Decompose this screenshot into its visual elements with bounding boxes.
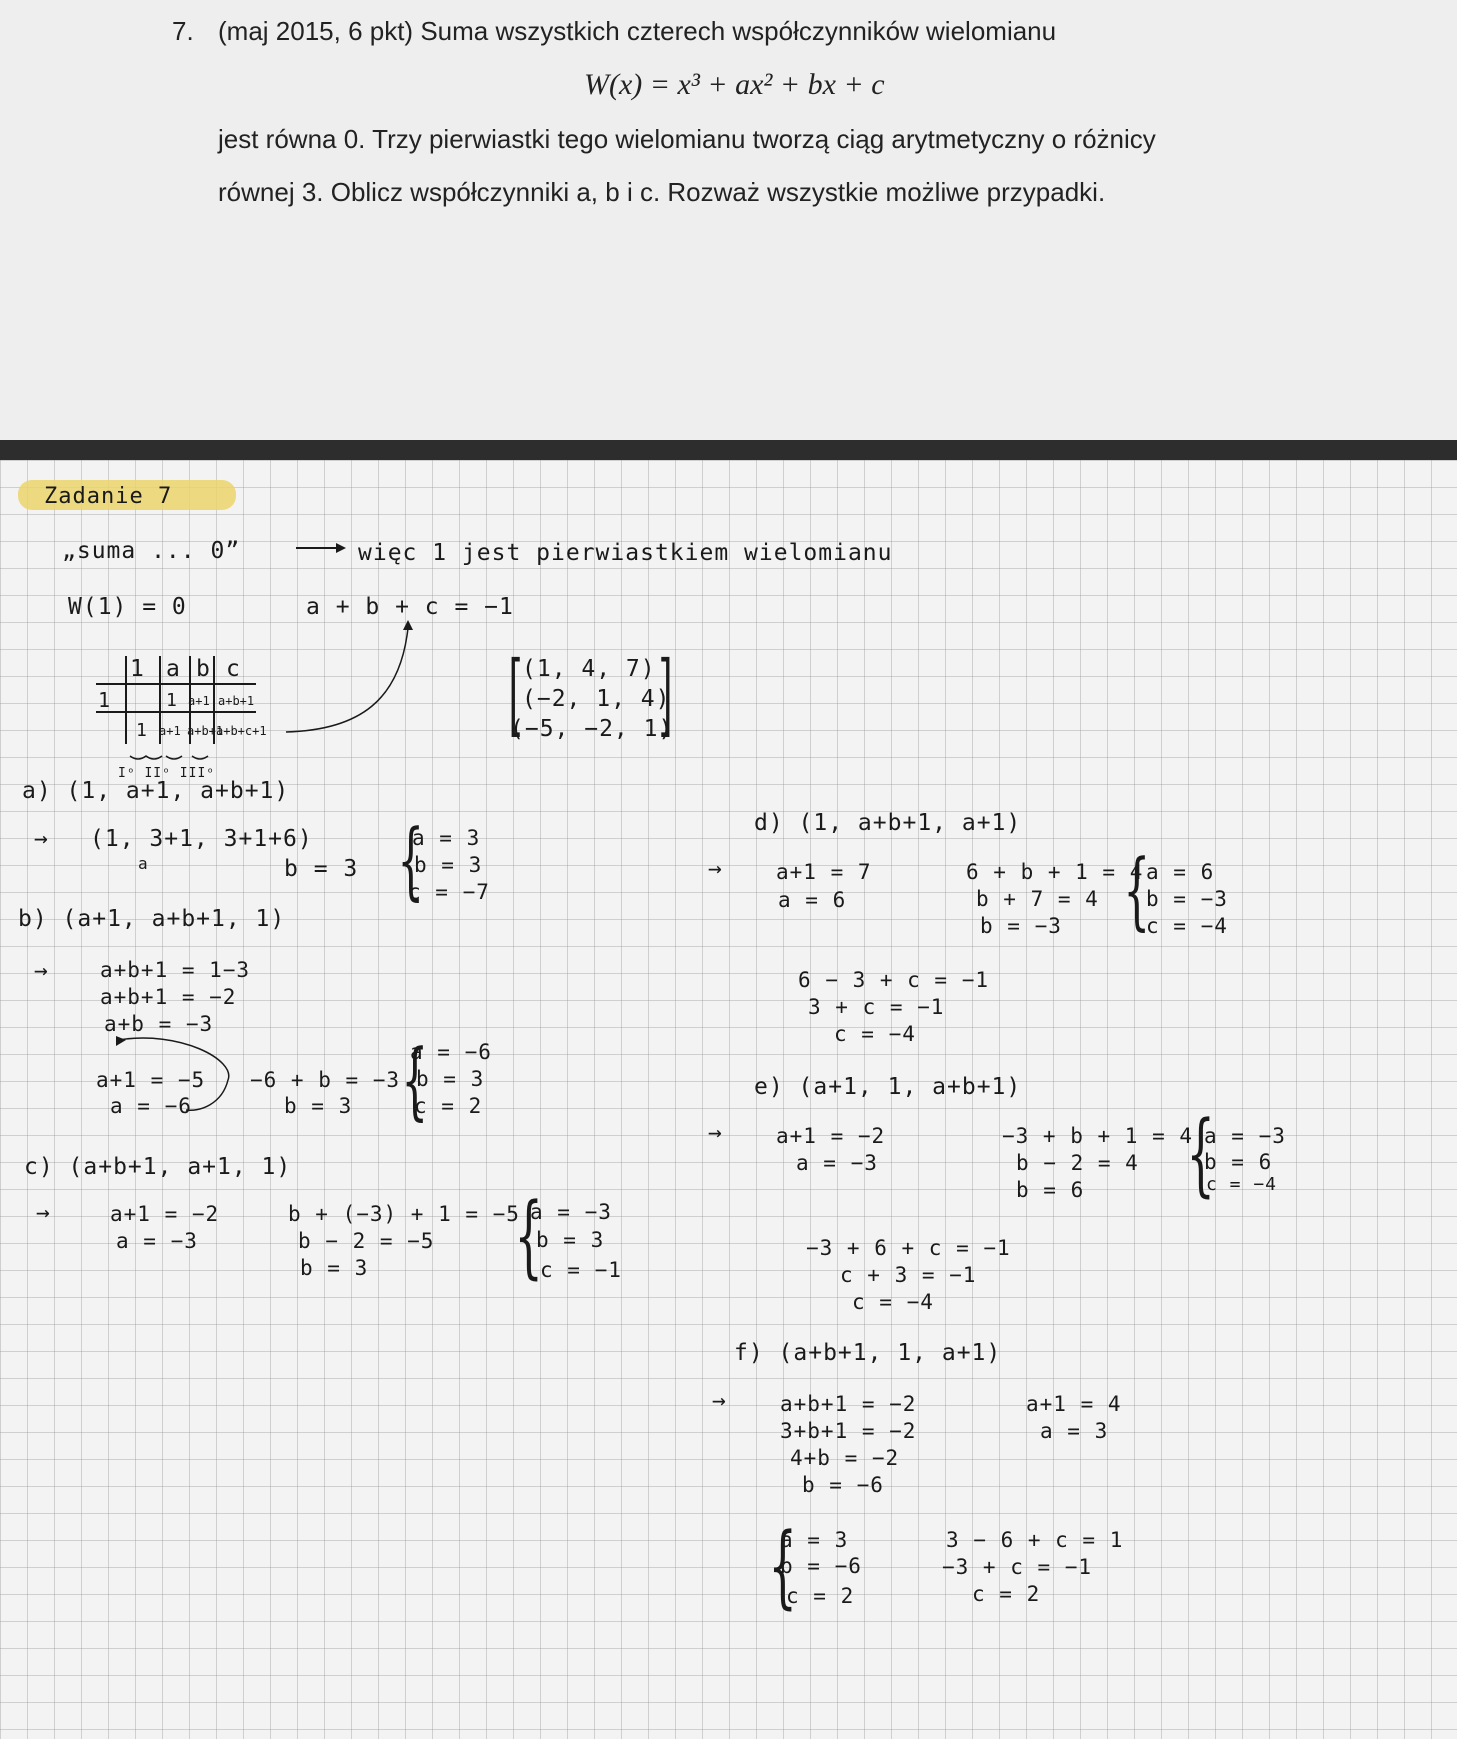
horner-r2c4: a+b+c+1 [216, 724, 267, 738]
case-c-line1: a+1 = −2 [110, 1202, 220, 1226]
intro-arrow-head [336, 543, 346, 553]
horner-labels: Iᵒ IIᵒ IIIᵒ [118, 766, 216, 781]
conclusion-text: więc 1 jest pierwiastkiem wielomianu [358, 540, 893, 566]
horner-h2: a [166, 656, 181, 682]
case-c-brace: { [514, 1184, 543, 1289]
case-f-line4: b = −6 [802, 1473, 884, 1497]
case-f-line2: 3+b+1 = −2 [780, 1419, 917, 1443]
case-c-line2: a = −3 [116, 1229, 198, 1253]
sum-equation: a + b + c = −1 [306, 594, 514, 620]
case-b-head: b) (a+1, a+b+1, 1) [18, 906, 286, 932]
notes-title: Zadanie 7 [44, 484, 173, 509]
case-b-brace: { [401, 1031, 429, 1129]
case-b-line4: a+1 = −5 [96, 1068, 206, 1092]
horner-underbraces [130, 756, 208, 759]
case-e-r3: b = 6 [1016, 1178, 1085, 1202]
case-b-line3: a+b = −3 [104, 1012, 214, 1036]
case-d-head: d) (1, a+b+1, a+1) [754, 810, 1022, 836]
horner-r2c3: a+b+1 [187, 724, 224, 738]
case-e-sys-c: c = −4 [1206, 1174, 1278, 1195]
case-b-line7: b = 3 [284, 1094, 353, 1118]
case-f-c2: −3 + c = −1 [942, 1555, 1093, 1579]
case-a-sub: a [138, 854, 149, 873]
seq-bracket-left: [ [508, 642, 523, 747]
case-b-line2: a+b+1 = −2 [100, 985, 237, 1009]
arrow-c: → [36, 1200, 51, 1226]
sequence-1: (1, 4, 7) [522, 656, 656, 682]
case-b-line1: a+b+1 = 1−3 [100, 958, 251, 982]
case-a-sys-b: b = 3 [414, 853, 483, 877]
case-d-r1: 6 + b + 1 = 4 [966, 860, 1144, 884]
case-e-c2: c + 3 = −1 [840, 1263, 977, 1287]
case-e-c3: c = −4 [852, 1290, 934, 1314]
case-d-sys-c: c = −4 [1146, 914, 1228, 938]
case-e-sys-a: a = −3 [1204, 1124, 1286, 1148]
problem-line-3: równej 3. Oblicz współczynniki a, b i c. Rozważ wszystkie możliwe przypadki. [218, 177, 1106, 207]
horner-root: 1 [98, 688, 112, 712]
case-d-line1: a+1 = 7 [776, 860, 872, 884]
horner-h3: b [196, 656, 211, 682]
case-c-r3: b = 3 [300, 1256, 369, 1280]
case-e-r2: b − 2 = 4 [1016, 1151, 1139, 1175]
case-f-r1: a+1 = 4 [1026, 1392, 1122, 1416]
problem-statement [0, 0, 1457, 440]
horner-r1c1: 1 [166, 690, 178, 711]
case-e-r1: −3 + b + 1 = 4 [1002, 1124, 1194, 1148]
case-b-loop-curve [118, 1038, 229, 1110]
case-d-sys-a: a = 6 [1146, 860, 1215, 884]
arrow-d: → [708, 856, 723, 882]
horner-r2c1: 1 [136, 720, 148, 741]
case-e-brace: { [1186, 1102, 1215, 1207]
case-e-c1: −3 + 6 + c = −1 [806, 1236, 1011, 1260]
case-d-line2: a = 6 [778, 888, 847, 912]
case-a-brace: { [397, 811, 425, 909]
handwritten-notes [0, 460, 1457, 1739]
arrow-e: → [708, 1120, 723, 1146]
case-a-head: a) (1, a+1, a+b+1) [22, 778, 290, 804]
case-b-sys-c: c = 2 [414, 1094, 483, 1118]
case-f-brace: { [768, 1514, 797, 1619]
problem-number: 7. [172, 16, 194, 46]
case-c-head: c) (a+b+1, a+1, 1) [24, 1154, 292, 1180]
problem-formula: W(x) = x³ + ax² + bx + c [584, 68, 885, 101]
case-e-line2: a = −3 [796, 1151, 878, 1175]
sequence-3: (−5, −2, 1) [510, 716, 674, 742]
case-f-sys-b: b = −6 [780, 1554, 862, 1578]
case-f-head: f) (a+b+1, 1, a+1) [734, 1340, 1002, 1366]
case-b-loop-arrowhead [116, 1036, 126, 1046]
horner-h4: c [226, 656, 241, 682]
case-d-r2: b + 7 = 4 [976, 887, 1099, 911]
case-d-c2: 3 + c = −1 [808, 995, 945, 1019]
horner-to-sum-arrowhead [403, 620, 413, 630]
sequence-2: (−2, 1, 4) [522, 686, 671, 712]
seq-bracket-right: ] [658, 642, 673, 747]
case-e-head: e) (a+1, 1, a+b+1) [754, 1074, 1022, 1100]
case-b-line5: a = −6 [110, 1094, 192, 1118]
case-b-sys-b: b = 3 [416, 1067, 485, 1091]
horner-h1: 1 [130, 656, 145, 682]
case-a-sys-a: a = 3 [412, 826, 481, 850]
case-c-sys-a: a = −3 [530, 1200, 612, 1224]
case-f-line3: 4+b = −2 [790, 1446, 900, 1470]
horner-to-sum-curve [286, 628, 408, 732]
horner-r1c3: a+b+1 [218, 694, 255, 708]
case-c-sys-c: c = −1 [540, 1258, 622, 1282]
case-f-line1: a+b+1 = −2 [780, 1392, 917, 1416]
case-d-r3: b = −3 [980, 914, 1062, 938]
case-f-c3: c = 2 [972, 1582, 1041, 1606]
case-e-sys-b: b = 6 [1204, 1150, 1273, 1174]
case-a-sys-c: c = −7 [408, 880, 490, 904]
case-a-line1: (1, 3+1, 3+1+6) [90, 826, 313, 852]
pen-strokes [0, 460, 1457, 1739]
case-d-brace: { [1123, 841, 1151, 939]
arrow-b: → [34, 958, 49, 984]
case-c-r1: b + (−3) + 1 = −5 [288, 1202, 520, 1226]
case-f-c1: 3 − 6 + c = 1 [946, 1528, 1124, 1552]
case-d-sys-b: b = −3 [1146, 887, 1228, 911]
case-d-c1: 6 − 3 + c = −1 [798, 968, 990, 992]
case-f-r2: a = 3 [1040, 1419, 1109, 1443]
problem-line-1: (maj 2015, 6 pkt) Suma wszystkich czterech współczynników wielomianu [218, 16, 1057, 46]
case-e-line1: a+1 = −2 [776, 1124, 886, 1148]
case-b-line6: −6 + b = −3 [250, 1068, 401, 1092]
section-divider [0, 440, 1457, 460]
w1-equation: W(1) = 0 [68, 594, 187, 620]
problem-line-2: jest równa 0. Trzy pierwiastki tego wielomianu tworzą ciąg arytmetyczny o różnicy [218, 124, 1156, 154]
case-b-sys-a: a = −6 [410, 1040, 492, 1064]
case-f-sys-a: a = 3 [780, 1528, 849, 1552]
arrow-f: → [712, 1388, 727, 1414]
arrow-a: → [34, 826, 49, 852]
case-f-sys-c: c = 2 [786, 1584, 855, 1608]
intro-text: „suma ... 0” [62, 538, 241, 564]
case-c-sys-b: b = 3 [536, 1228, 605, 1252]
case-c-r2: b − 2 = −5 [298, 1229, 435, 1253]
horner-r1c2: a+1 [188, 694, 210, 708]
case-a-line2: b = 3 [284, 856, 359, 882]
case-d-c3: c = −4 [834, 1022, 916, 1046]
horner-r2c2: a+1 [159, 724, 181, 738]
